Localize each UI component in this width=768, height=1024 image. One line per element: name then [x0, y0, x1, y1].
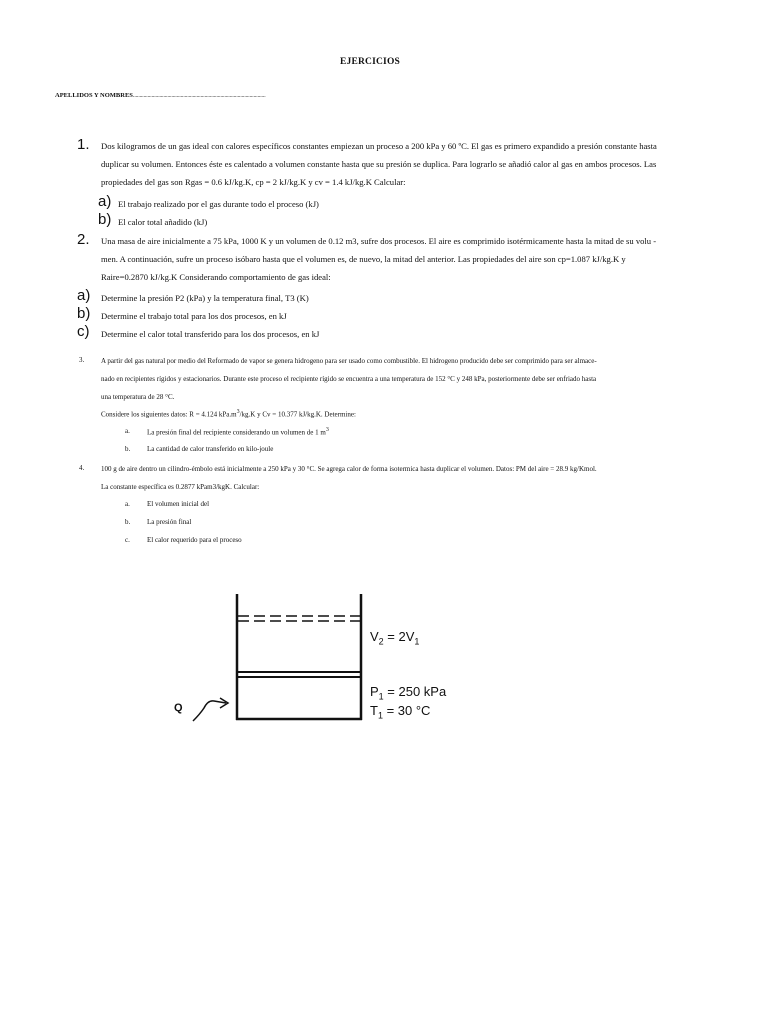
problem-1-line-1: Dos kilogramos de un gas ideal con calores específicos constantes empiezan un proceso a 200 kPa y 60 ºC. El gas es primero expandido a presión constante hasta — [101, 141, 657, 151]
name-dots: .................................................................................................... — [132, 92, 266, 99]
problem-1-number: 1. — [77, 136, 90, 153]
name-label: APELLIDOS Y NOMBRES — [55, 92, 133, 99]
problem-2-c-label: c) — [77, 323, 90, 340]
t1-main: T — [370, 703, 378, 718]
problem-1-a-text: El trabajo realizado por el gas durante todo el proceso (kJ) — [118, 199, 319, 209]
problem-2-c-text: Determine el calor total transferido para los dos procesos, en kJ — [101, 329, 320, 339]
p1-sub: 1 — [378, 691, 384, 702]
problem-3-data-sup: 3 — [236, 409, 240, 415]
problem-2-number: 2. — [77, 231, 90, 248]
problem-4-number: 4. — [79, 464, 85, 472]
problem-1-a-label: a) — [98, 193, 112, 210]
problem-3-a-sup: 3 — [325, 427, 329, 433]
problem-3-data-pre: Considere los siguientes datos: R = 4.124 kPa.m — [101, 410, 237, 419]
v2-eq: = 2V — [383, 629, 415, 644]
p1-eq: = 250 kPa — [383, 684, 447, 699]
problem-1-b-label: b) — [98, 211, 112, 228]
problem-2-a-label: a) — [77, 287, 91, 304]
problem-4-b-label: b. — [125, 518, 131, 526]
problem-1-line-3: propiedades del gas son Rgas = 0.6 kJ/kg.K, cp = 2 kJ/kg.K y cv = 1.4 kJ/kg.K Calcular: — [101, 177, 406, 187]
problem-3-line-2: nado en recipientes rígidos y estacionarios. Durante este proceso el recipiente rígido se encuentra a una temperatura de 152 °C y 248 kPa, posteriormente debe ser enfriado hasta — [101, 375, 597, 383]
problem-4-a-text: El volumen inicial del — [147, 500, 210, 508]
v2-sub: 2 — [378, 636, 384, 647]
label-heat-q: Q — [174, 702, 183, 714]
problem-2-b-label: b) — [77, 305, 91, 322]
problem-4-c-text: El calor requerido para el proceso — [147, 536, 242, 544]
problem-3-number: 3. — [79, 356, 85, 364]
problem-4-b-text: La presión final — [147, 518, 192, 526]
page-title: EJERCICIOS — [339, 57, 401, 67]
v2-main: V — [370, 629, 379, 644]
p1-main: P — [370, 684, 379, 699]
label-t1 — [370, 703, 430, 721]
problem-2-b-text: Determine el trabajo total para los dos procesos, en kJ — [101, 311, 287, 321]
label-v2 — [370, 629, 419, 647]
problem-2-line-1: Una masa de aire inicialmente a 75 kPa, 1000 K y un volumen de 0.12 m3, sufre dos procesos. El aire es comprimido isotérmicamente hasta la mitad de su volu - — [101, 236, 657, 246]
problem-2-line-2: men. A continuación, sufre un proceso isóbaro hasta que el volumen es, de nuevo, la mitad del anterior. Las propiedades del aire son cp=1.087 kJ/kg.K y — [101, 254, 626, 264]
problem-4-c-label: c. — [125, 536, 130, 544]
label-p1 — [370, 684, 446, 702]
t1-eq: = 30 °C — [382, 703, 431, 718]
problem-4-line-2: La constante específica es 0.2877 kPam3/kgK. Calcular: — [101, 483, 260, 491]
heat-arrow — [193, 701, 226, 721]
problem-1-line-2: duplicar su volumen. Entonces éste es calentado a volumen constante hasta que su presión se duplica. Para lograrlo se añadió calor al gas en ambos procesos. Las — [101, 159, 657, 169]
problem-3-line-1: A partir del gas natural por medio del Reformado de vapor se genera hidrogeno para ser usado como combustible. El hidrogeno producido debe ser comprimido para ser almace- — [101, 357, 597, 365]
problem-3-b-label: b. — [125, 445, 131, 453]
problem-1-b-text: El calor total añadido (kJ) — [118, 217, 208, 227]
t1-sub: 1 — [377, 710, 383, 721]
v2-sub2: 1 — [414, 636, 420, 647]
problem-3-b-text: La cantidad de calor transferido en kilo-joule — [147, 445, 274, 453]
problem-3-a-body: La presión final del recipiente considerando un volumen de 1 m — [147, 428, 326, 437]
problem-4-line-1: 100 g de aire dentro un cilindro-émbolo está inicialmente a 250 kPa y 30 °C. Se agrega calor de forma isotermica hasta duplicar el volumen. Datos: PM del aire = 28.9 kg/Kmol. — [101, 465, 597, 473]
problem-3-a-label: a. — [125, 427, 130, 435]
problem-2-a-text: Determine la presión P2 (kPa) y la temperatura final, T3 (K) — [101, 293, 309, 303]
problem-2-line-3: Raire=0.2870 kJ/kg.K Considerando comportamiento de gas ideal: — [101, 272, 331, 282]
problem-3-line-3: una temperatura de 28 °C. — [101, 393, 175, 401]
problem-4-a-label: a. — [125, 500, 130, 508]
problem-3-data-post: /kg.K y Cv = 10.377 kJ/kg.K. Determine: — [239, 410, 356, 419]
